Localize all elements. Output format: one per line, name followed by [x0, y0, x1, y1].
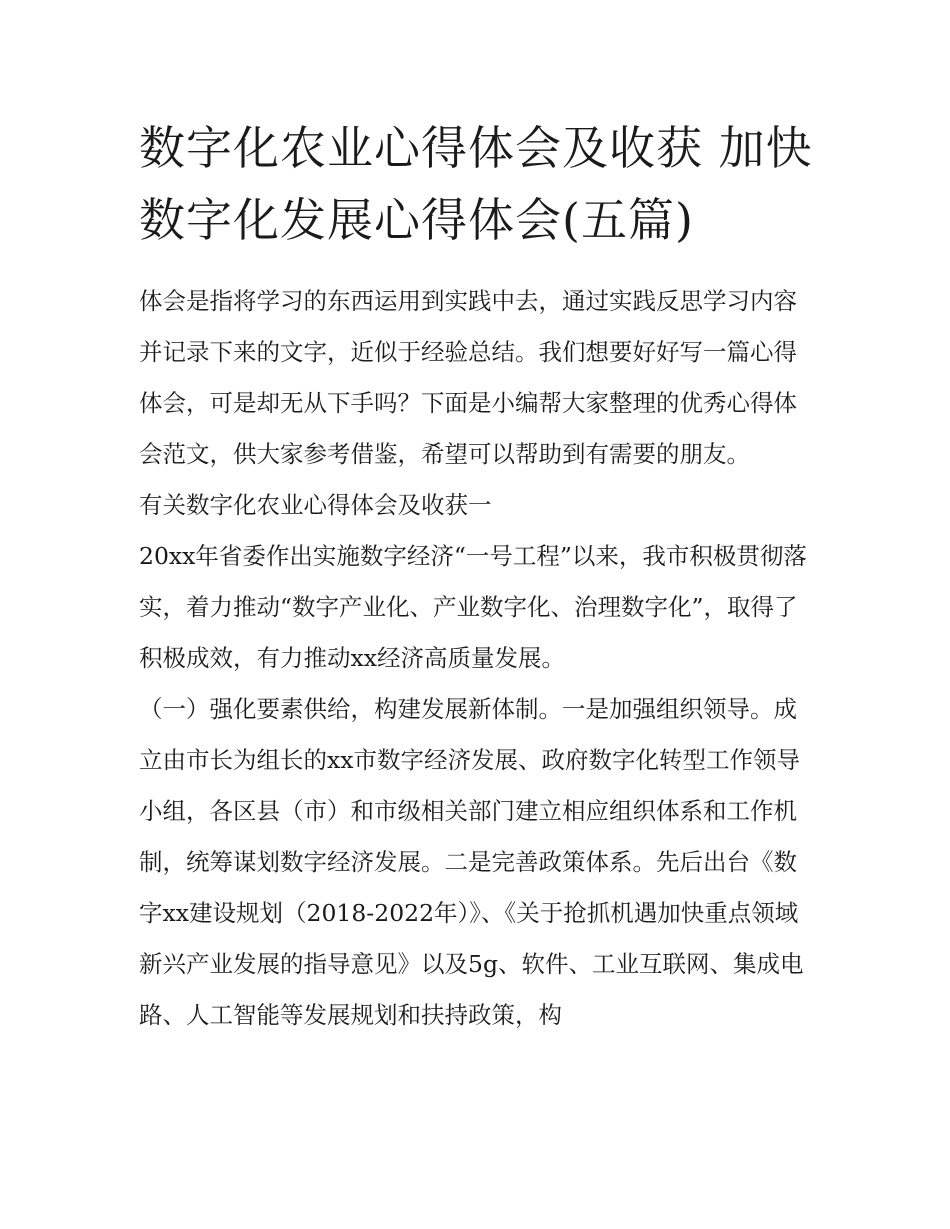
document-title: 数字化农业心得体会及收获 加快数字化发展心得体会(五篇) [139, 121, 813, 247]
document-page [139, 112, 819, 1041]
intro-paragraph: 体会是指将学习的东西运用到实践中去，通过实践反思学习内容并记录下来的文字，近似于经验总结。我们想要好好写一篇心得体会，可是却无从下手吗？下面是小编帮大家整理的优秀心得体会范文，供大家参考借鉴，希望可以帮助到有需要的朋友。 [139, 287, 797, 468]
body-paragraph-1: 20xx年省委作出实施数字经济“一号工程”以来，我市积极贯彻落实，着力推动“数字产业化、产业数字化、治理数字化”，取得了积极成效，有力推动xx经济高质量发展。 [139, 542, 807, 672]
section-heading: 有关数字化农业心得体会及收获一 [139, 491, 492, 519]
body-paragraph-2: （一）强化要素供给，构建发展新体制。一是加强组织领导。成立由市长为组长的xx市数字经济发展、政府数字化转型工作领导小组，各区县（市）和市级相关部门建立相应组织体系和工作机制，统筹谋划数字经济发展。二是完善政策体系。先后出台《数字xx建设规划（2018-2022年）》、《关于抢抓机遇加快重点领域新兴产业发展的指导意见》以及5g、软件、工业互联网、集成电路、人工智能等发展规划和扶持政策，构 [139, 695, 804, 1029]
